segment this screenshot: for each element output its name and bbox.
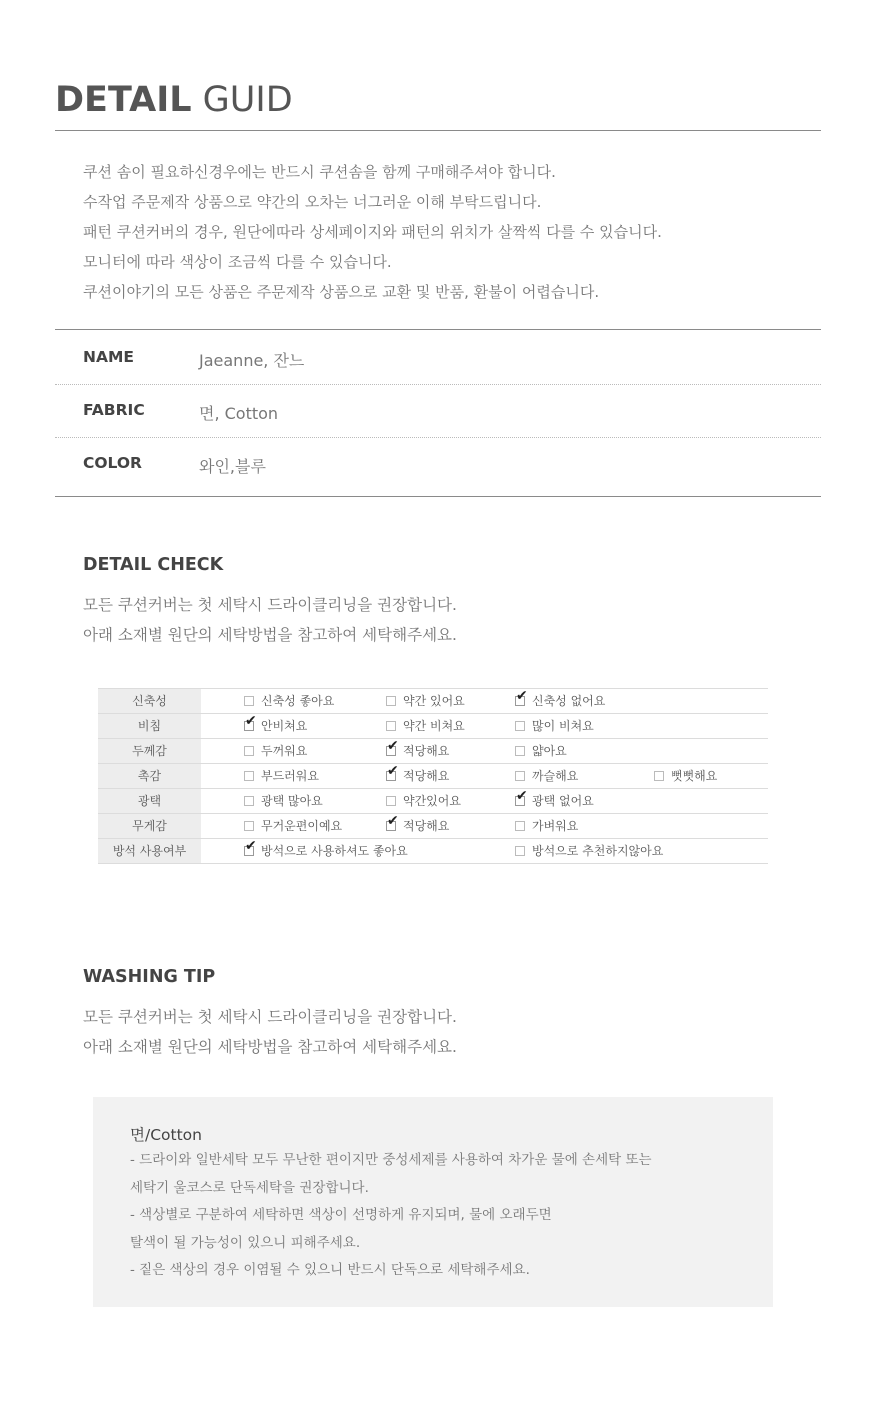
check-option-label: 가벼워요 xyxy=(532,819,579,833)
guide-line: 쿠션이야기의 모든 상품은 주문제작 상품으로 교환 및 반품, 환불이 어렵습니다. xyxy=(83,283,600,301)
check-option xyxy=(515,839,663,863)
check-option xyxy=(386,814,449,838)
washing-tip-desc-line: 아래 소재별 원단의 세탁방법을 참고하여 세탁해주세요. xyxy=(83,1038,457,1056)
check-option-label: 적당해요 xyxy=(403,769,450,783)
info-value: Jaeanne, 잔느 xyxy=(199,351,305,370)
check-option xyxy=(515,739,567,763)
check-row-label: 촉감 xyxy=(98,764,201,788)
info-row-name xyxy=(55,332,821,385)
check-row xyxy=(98,788,768,813)
check-option xyxy=(386,739,449,763)
unchecked-box-icon xyxy=(515,746,525,756)
washing-box-lines xyxy=(130,1147,652,1285)
check-option-label: 까슬해요 xyxy=(532,769,579,783)
detail-check-desc xyxy=(83,590,457,650)
unchecked-box-icon xyxy=(515,821,525,831)
check-option-label: 신축성 좋아요 xyxy=(261,694,335,708)
check-row xyxy=(98,713,768,738)
check-option-label: 방석으로 사용하셔도 좋아요 xyxy=(261,844,408,858)
check-option xyxy=(244,814,342,838)
info-value: 와인,블루 xyxy=(199,457,266,476)
check-row-label: 비침 xyxy=(98,714,201,738)
check-row-label: 방석 사용여부 xyxy=(98,839,201,863)
check-row xyxy=(98,763,768,788)
check-option xyxy=(244,789,323,813)
title-divider xyxy=(55,130,821,131)
unchecked-box-icon xyxy=(244,771,254,781)
unchecked-box-icon xyxy=(244,696,254,706)
checked-box-icon xyxy=(386,746,396,756)
page-title-bold: DETAIL xyxy=(55,80,192,120)
page-title-light: GUID xyxy=(202,80,293,120)
check-option xyxy=(386,789,461,813)
detail-check-desc-line: 모든 쿠션커버는 첫 세탁시 드라이클리닝을 권장합니다. xyxy=(83,596,457,614)
check-option xyxy=(386,714,465,738)
check-option xyxy=(244,739,307,763)
checked-box-icon xyxy=(515,696,525,706)
info-value: 면, Cotton xyxy=(199,404,279,423)
page-title xyxy=(55,80,293,120)
check-option xyxy=(244,839,408,863)
unchecked-box-icon xyxy=(515,721,525,731)
check-option-label: 안비쳐요 xyxy=(261,719,308,733)
unchecked-box-icon xyxy=(244,746,254,756)
check-option-label: 무거운편이예요 xyxy=(261,819,343,833)
guide-line: 모니터에 따라 색상이 조금씩 다를 수 있습니다. xyxy=(83,253,392,271)
check-option xyxy=(386,689,465,713)
guide-line: 쿠션 솜이 필요하신경우에는 반드시 쿠션솜을 함께 구매해주셔야 합니다. xyxy=(83,163,556,181)
washing-box-title: 면/Cotton xyxy=(130,1126,202,1144)
info-bottom-divider xyxy=(55,496,821,497)
check-option xyxy=(244,714,307,738)
unchecked-box-icon xyxy=(386,796,396,806)
checked-box-icon xyxy=(244,721,254,731)
washing-tip-box xyxy=(93,1097,773,1307)
info-row-fabric xyxy=(55,385,821,438)
unchecked-box-icon xyxy=(244,796,254,806)
unchecked-box-icon xyxy=(386,696,396,706)
washing-tip-desc-line: 모든 쿠션커버는 첫 세탁시 드라이클리닝을 권장합니다. xyxy=(83,1008,457,1026)
check-option-label: 신축성 없어요 xyxy=(532,694,606,708)
washing-box-line: 세탁기 울코스로 단독세탁을 권장합니다. xyxy=(130,1179,369,1196)
check-option-label: 많이 비쳐요 xyxy=(532,719,594,733)
washing-box-line: 탈색이 될 가능성이 있으니 피해주세요. xyxy=(130,1234,361,1251)
washing-box-line: - 색상별로 구분하여 세탁하면 색상이 선명하게 유지되며, 물에 오래두면 xyxy=(130,1207,552,1223)
check-option xyxy=(515,814,578,838)
check-option-label: 두꺼워요 xyxy=(261,744,308,758)
checked-box-icon xyxy=(386,771,396,781)
check-option xyxy=(515,689,605,713)
check-row xyxy=(98,688,768,713)
washing-box-line: - 드라이와 일반세탁 모두 무난한 편이지만 중성세제를 사용하여 차가운 물에 손세탁 또는 xyxy=(130,1152,652,1168)
check-option xyxy=(515,789,594,813)
checked-box-icon xyxy=(244,846,254,856)
check-option-label: 얇아요 xyxy=(532,744,567,758)
info-key: NAME xyxy=(83,348,134,366)
check-option xyxy=(654,764,717,788)
info-row-color xyxy=(55,438,821,491)
check-option-label: 뻣뻣해요 xyxy=(671,769,718,783)
unchecked-box-icon xyxy=(654,771,664,781)
unchecked-box-icon xyxy=(244,821,254,831)
check-option xyxy=(244,764,319,788)
guide-line: 수작업 주문제작 상품으로 약간의 오차는 너그러운 이해 부탁드립니다. xyxy=(83,193,542,211)
check-row xyxy=(98,838,768,864)
detail-check-desc-line: 아래 소재별 원단의 세탁방법을 참고하여 세탁해주세요. xyxy=(83,626,457,644)
check-option-label: 광택 많아요 xyxy=(261,794,323,808)
check-option-label: 약간있어요 xyxy=(403,794,461,808)
check-option xyxy=(515,764,578,788)
washing-box-line: - 짙은 색상의 경우 이염될 수 있으니 반드시 단독으로 세탁해주세요. xyxy=(130,1262,530,1278)
check-row-label: 무게감 xyxy=(98,814,201,838)
checked-box-icon xyxy=(515,796,525,806)
check-option-label: 약간 있어요 xyxy=(403,694,465,708)
check-row-label: 광택 xyxy=(98,789,201,813)
guide-line: 패턴 쿠션커버의 경우, 원단에따라 상세페이지와 패턴의 위치가 살짝씩 다를 수 있습니다. xyxy=(83,223,662,241)
washing-tip-desc xyxy=(83,1002,457,1062)
washing-tip-title: WASHING TIP xyxy=(83,967,216,987)
check-option-label: 광택 없어요 xyxy=(532,794,594,808)
check-option-label: 적당해요 xyxy=(403,819,450,833)
checked-box-icon xyxy=(386,821,396,831)
check-option-label: 방석으로 추천하지않아요 xyxy=(532,844,664,858)
unchecked-box-icon xyxy=(515,846,525,856)
info-top-divider xyxy=(55,329,821,330)
check-option xyxy=(244,689,334,713)
detail-check-table xyxy=(98,688,768,864)
check-row xyxy=(98,738,768,763)
unchecked-box-icon xyxy=(515,771,525,781)
check-option xyxy=(515,714,594,738)
guide-notes xyxy=(83,157,662,307)
check-row xyxy=(98,813,768,838)
info-key: COLOR xyxy=(83,454,142,472)
check-option-label: 약간 비쳐요 xyxy=(403,719,465,733)
check-option-label: 적당해요 xyxy=(403,744,450,758)
check-option xyxy=(386,764,449,788)
unchecked-box-icon xyxy=(386,721,396,731)
detail-check-title: DETAIL CHECK xyxy=(83,555,224,575)
check-row-label: 두께감 xyxy=(98,739,201,763)
check-row-label: 신축성 xyxy=(98,689,201,713)
check-option-label: 부드러워요 xyxy=(261,769,319,783)
info-key: FABRIC xyxy=(83,401,145,419)
